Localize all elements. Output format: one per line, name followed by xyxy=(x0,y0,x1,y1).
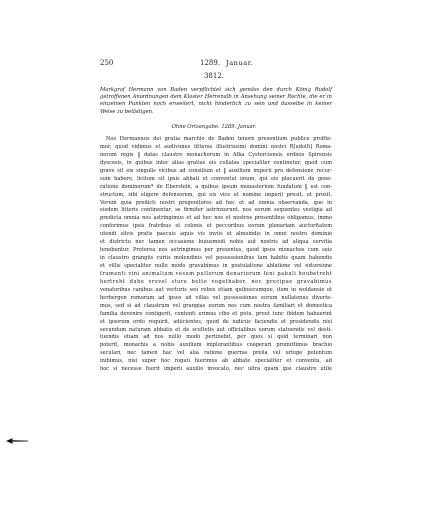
body-line: familia devenire contigerit, contenti erimus cibo et potu, prout tunc ibidem habuerint xyxy=(100,310,332,317)
body-line: dyocesis, in quibus inter alias gratias eis collatas specialiter continetur, quod cum xyxy=(100,159,332,166)
body-line: conferimus ipsis fratribus et colonis et peccoribus eorum plenariam auctoritatem xyxy=(100,223,332,230)
body-line: herbergen remorum ad ipsos ad villas vel possessiones eorum nullatenus diverte- xyxy=(100,294,332,301)
header-year: 1289. xyxy=(200,59,221,67)
body-line: hoc si necesse fuerit imperii auxilio invocato, nec ultra quam ipsi claustro utile xyxy=(100,366,332,373)
regest-summary: Markgraf Hermann von Baden verpflichtet sich gemäss den durch König Rudolf getroffenen Anordnungen dem Kloster Herrenalb in Ansehung seiner Rechte, die er in einzelnen Punkten noch erweitert, nicht hinderlich zu sein und dasselbe in keiner Weise zu belästigen. xyxy=(100,87,332,115)
body-line: et villis specialiter nullo modo gravabimus in postulatione ablatione vel extorsione xyxy=(100,263,332,269)
body-line: utendi silvis pratis pascuis aquis vis inviis et almeindis in omni nostro dominio xyxy=(100,231,332,238)
body-line: sum habere, licitum sit ipsis abbati et conventui unum, qui eis placuerit de gene- xyxy=(100,175,332,182)
body-line: mur, quod vidimus et audivimus litteras illustrissimi domini nostri R[udolfi] Roma- xyxy=(100,143,332,150)
page-marker-arrow-icon xyxy=(4,436,30,446)
dateline: Ohne Ortsangabe. 1289. Januar. xyxy=(171,124,257,130)
header-month: Januar. xyxy=(226,59,254,67)
body-line: ratione dominorum* de Eberstein, a quibus ipsum monasterium fundatum ‖ est con- xyxy=(100,183,332,190)
body-line: predicta omnia nos astringimus et ad hec nos et nostros presentibus obligamus, immo xyxy=(100,215,332,222)
body-line: et ipsorum ordo requirit, adiicientes, quod de iudiciis faciendis et presidendis nisi xyxy=(100,318,332,325)
body-line: tuendis etiam ad nos nullo modo pertinebit, per quos si quid terminari non xyxy=(100,334,332,341)
body-line: poterit, monachis a nobis auxilium implorantibus cooperari promittimus brachio xyxy=(100,342,332,349)
body-line: norum regis ‖ datas claustro monachorum in Alba Cysterciensis ordinis Spirensis xyxy=(100,151,332,158)
charter-text xyxy=(100,136,332,374)
body-line: mus, sed si ad claustrum vel grangias eorum nos cum nostra familiari et domestica xyxy=(100,302,332,309)
body-line: inibimus, nisi super hoc rogati fuerimus ab abbate specialiter et conventu, ad xyxy=(100,358,332,365)
body-line: Nos Hermannus dei gratia marchio de Baden tenore presentium publice profite- xyxy=(106,136,332,142)
body-line: tenebuntur. Preterea nos astringimus per presentes, quod ipsos monachos cum suis xyxy=(100,247,332,254)
body-line: seculari, nec tamen hac vel alia ratione guerras prelia vel urluge potentum xyxy=(100,350,332,357)
body-line: et districtu nec tamen occasione huiusmodi nobis aut nostris ad aliqua servitia xyxy=(100,239,332,246)
body-line: structum, sibi eligere defensorem, qui eis vice et nomine imperii presit, ut prosit. xyxy=(100,191,332,198)
body-line: grave sit eis singulis vicibus ad consilium et ‖ auxilium imperii pro defensione recur- xyxy=(100,167,332,174)
body-line: eisdem litteris continentur, se firmiter astrinxerunt, nos eorum sequentes vestigia ad xyxy=(100,207,332,214)
page-number: 250 xyxy=(100,59,114,67)
body-line: secundum naturam abbatis et de scultetis aut officialibus eorum statuendis vel desti- xyxy=(100,326,332,333)
body-line: hertreht dube vrevel sture bette vogethaber, nec precipue gravabimus xyxy=(100,278,332,285)
body-line: venatoribus canibus aut vecturis seu rebus etiam quibuscumque, item in woldansie et xyxy=(100,286,332,293)
body-line: in claustro grangiis curiis molendinis vel possessionibus tam habitis quam habendis xyxy=(100,255,332,262)
body-line: Verum quia predicti nostri progenitores ad hec et ad omnia observanda, que in xyxy=(100,199,332,206)
document-number: 3812. xyxy=(203,72,225,80)
running-header xyxy=(100,59,330,69)
body-line: frumenti vini animalium vesum pullorum denariorum feni pabuli houbetreht xyxy=(100,270,332,277)
